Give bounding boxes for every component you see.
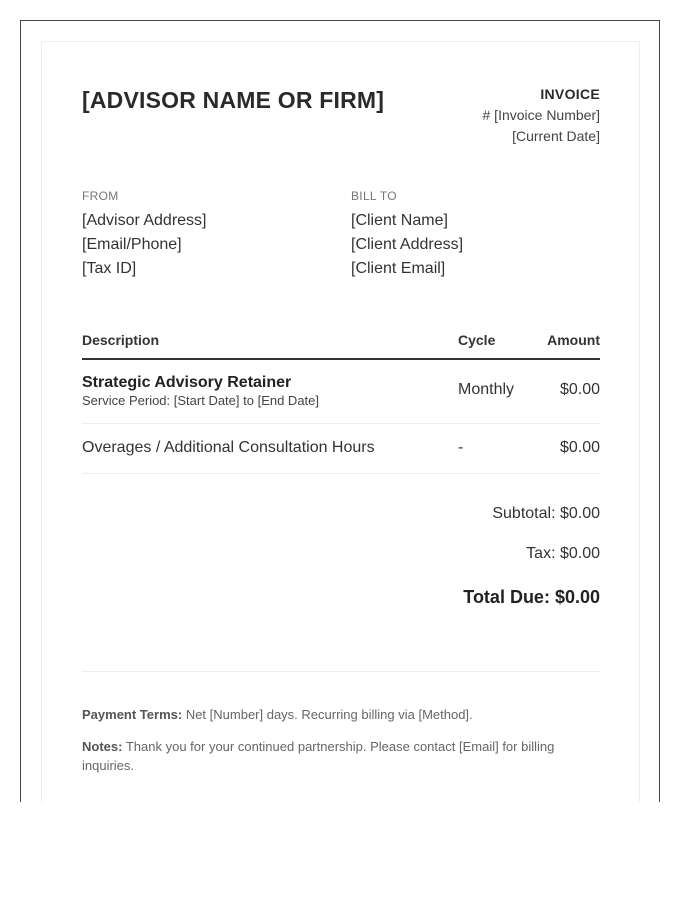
bill-to-line: [Client Name] xyxy=(351,212,448,229)
row-description xyxy=(82,374,319,408)
payment-terms-label: Payment Terms: xyxy=(82,707,183,722)
item-name: Strategic Advisory Retainer xyxy=(82,374,292,391)
bill-to-line: [Client Email] xyxy=(351,260,446,277)
notes xyxy=(82,737,562,775)
invoice-meta xyxy=(483,84,601,147)
notes-label: Notes: xyxy=(82,739,123,754)
row-amount: $0.00 xyxy=(559,381,600,398)
bill-to-line: [Client Address] xyxy=(351,236,464,253)
invoice-title: INVOICE xyxy=(540,86,600,102)
invoice-number: # [Invoice Number] xyxy=(482,107,600,123)
notes-text: Thank you for your continued partnership. Please contact [Email] for billing inquiries. xyxy=(82,739,555,773)
header-description: Description xyxy=(82,332,160,348)
row-description: Overages / Additional Consultation Hours xyxy=(82,439,375,456)
from-line: [Email/Phone] xyxy=(82,236,182,253)
line-items-table xyxy=(82,330,600,474)
payment-terms xyxy=(82,705,562,724)
header-amount: Amount xyxy=(547,332,600,348)
table-row xyxy=(82,424,600,474)
footer-divider xyxy=(82,671,600,672)
item-service-period: Service Period: [Start Date] to [End Date] xyxy=(82,393,320,408)
header-cycle: Cycle xyxy=(458,332,496,348)
from-line: [Advisor Address] xyxy=(82,212,207,229)
from-label: FROM xyxy=(82,189,119,203)
payment-terms-text: Net [Number] days. Recurring billing via [Method]. xyxy=(185,707,473,722)
table-header xyxy=(82,330,600,360)
row-amount: $0.00 xyxy=(559,439,600,456)
bill-to-label: BILL TO xyxy=(351,189,397,203)
row-cycle: - xyxy=(458,439,464,456)
invoice-date: [Current Date] xyxy=(512,128,600,144)
from-line: [Tax ID] xyxy=(82,260,137,277)
bill-to-block xyxy=(351,188,463,281)
tax: Tax: $0.00 xyxy=(526,545,600,562)
subtotal: Subtotal: $0.00 xyxy=(492,505,600,522)
total-due: Total Due: $0.00 xyxy=(463,587,600,607)
firm-name: [ADVISOR NAME OR FIRM] xyxy=(82,87,385,113)
from-block xyxy=(82,188,207,281)
row-cycle: Monthly xyxy=(458,381,515,398)
table-row xyxy=(82,360,600,424)
